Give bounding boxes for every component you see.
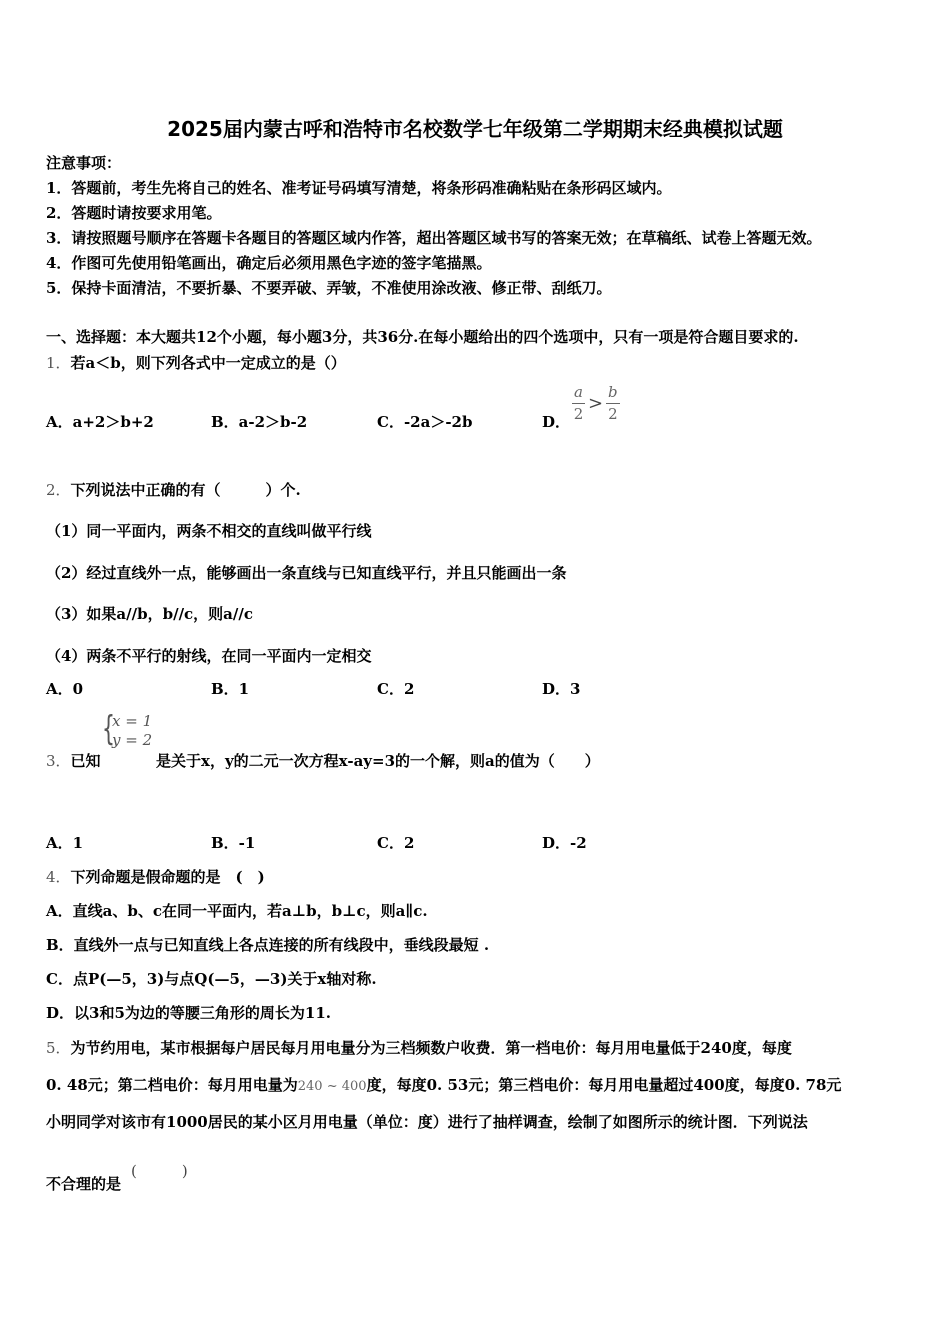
option-d: D．: [542, 413, 571, 431]
option-c: C．2: [377, 680, 415, 698]
question-number: 3．: [46, 752, 71, 770]
question-number: 5．: [46, 1039, 71, 1057]
notice-heading: 注意事项：: [46, 154, 122, 172]
fraction: $\frac{b}{2}$: [608, 383, 618, 423]
question-2: [46, 479, 301, 500]
notice-item: 3．请按照题号顺序在答题卡各题目的答题区域内作答，超出答题区域书写的答案无效；在草稿纸、试卷上答题无效。: [46, 229, 822, 247]
statement: （2）经过直线外一点，能够画出一条直线与已知直线平行，并且只能画出一条: [46, 564, 567, 582]
equation-system: { x = 1 y = 2: [102, 709, 153, 749]
question-stem: 是关于x，y的二元一次方程x-ay=3的一个解，则a的值为（ ）: [156, 752, 600, 770]
option-c: C．-2a＞-2b: [377, 413, 473, 431]
option-a: A．0: [46, 680, 84, 698]
question-stem: 若a＜b，则下列各式中一定成立的是（）: [70, 354, 346, 372]
equation-row: x = 1: [112, 712, 153, 730]
question-5-line-2: 0. 48元；第二档电价：每月用电量为240 ~ 400度，每度0. 53元；第三档电价：每月用电量超过400度，每度0. 78元: [46, 1076, 842, 1094]
question-5-line-4: 不合理的是: [46, 1175, 122, 1193]
notice-item: 4．作图可先使用铅笔画出，确定后必须用黑色字迹的签字笔描黑。: [46, 254, 492, 272]
option-d: D．以3和5为边的等腰三角形的周长为11.: [46, 1004, 331, 1022]
option-a: A．直线a、b、c在同一平面内，若a⊥b，b⊥c，则a∥c.: [46, 902, 428, 920]
statement: （3）如果a//b，b//c，则a//c: [46, 605, 253, 623]
option-d-formula: $\frac{a}{2}$ > $\frac{b}{2}$: [573, 383, 618, 423]
option-a: A．a+2＞b+2: [46, 413, 154, 431]
question-stem-pre: 已知: [70, 752, 101, 770]
question-5: [46, 1037, 792, 1058]
statement: （1）同一平面内，两条不相交的直线叫做平行线: [46, 522, 372, 540]
notice-item: 5．保持卡面清洁，不要折暴、不要弄破、弄皱，不准使用涂改液、修正带、刮纸刀。: [46, 279, 612, 297]
option-c: C．点P(—5，3)与点Q(—5，—3)关于x轴对称.: [46, 970, 377, 988]
option-b: B．1: [211, 680, 250, 698]
answer-paren: ( ): [131, 1162, 188, 1180]
question-1: [46, 352, 346, 373]
question-number: 2．: [46, 481, 71, 499]
notice-item: 2．答题时请按要求用笔。: [46, 204, 222, 222]
option-a: A．1: [46, 834, 84, 852]
section-heading: 一、选择题：本大题共12个小题，每小题3分，共36分.在每小题给出的四个选项中，只有一项是符合题目要求的.: [46, 328, 799, 346]
option-b: B．-1: [211, 834, 256, 852]
question-number: 4．: [46, 868, 71, 886]
statement: （4）两条不平行的射线，在同一平面内一定相交: [46, 647, 372, 665]
page-title: 2025届内蒙古呼和浩特市名校数学七年级第二学期期末经典模拟试题: [167, 117, 783, 141]
question-stem: 下列说法中正确的有（ ）个.: [70, 481, 301, 499]
fraction: $\frac{a}{2}$: [573, 383, 584, 423]
range-formula: 240 ~ 400: [297, 1079, 367, 1094]
notice-item: 1．答题前，考生先将自己的姓名、准考证号码填写清楚，将条形码准确粘贴在条形码区域内。: [46, 179, 672, 197]
option-b: B．直线外一点与已知直线上各点连接的所有线段中，垂线段最短 .: [46, 936, 490, 954]
question-5-line-3: 小明同学对该市有1000居民的某小区月用电量（单位：度）进行了抽样调查，绘制了如图所示的统计图．下列说法: [46, 1113, 808, 1131]
question-3: [46, 750, 101, 771]
option-b: B．a-2＞b-2: [211, 413, 308, 431]
option-d: D．3: [542, 680, 581, 698]
option-d: D．-2: [542, 834, 587, 852]
question-stem: 为节约用电，某市根据每户居民每月用电量分为三档频数户收费．第一档电价：每月用电量低于240度，每度: [70, 1039, 792, 1057]
question-4: [46, 866, 265, 887]
question-number: 1．: [46, 354, 71, 372]
option-c: C．2: [377, 834, 415, 852]
equation-row: y = 2: [112, 731, 153, 749]
question-stem: 下列命题是假命题的是 ( ): [70, 868, 265, 886]
